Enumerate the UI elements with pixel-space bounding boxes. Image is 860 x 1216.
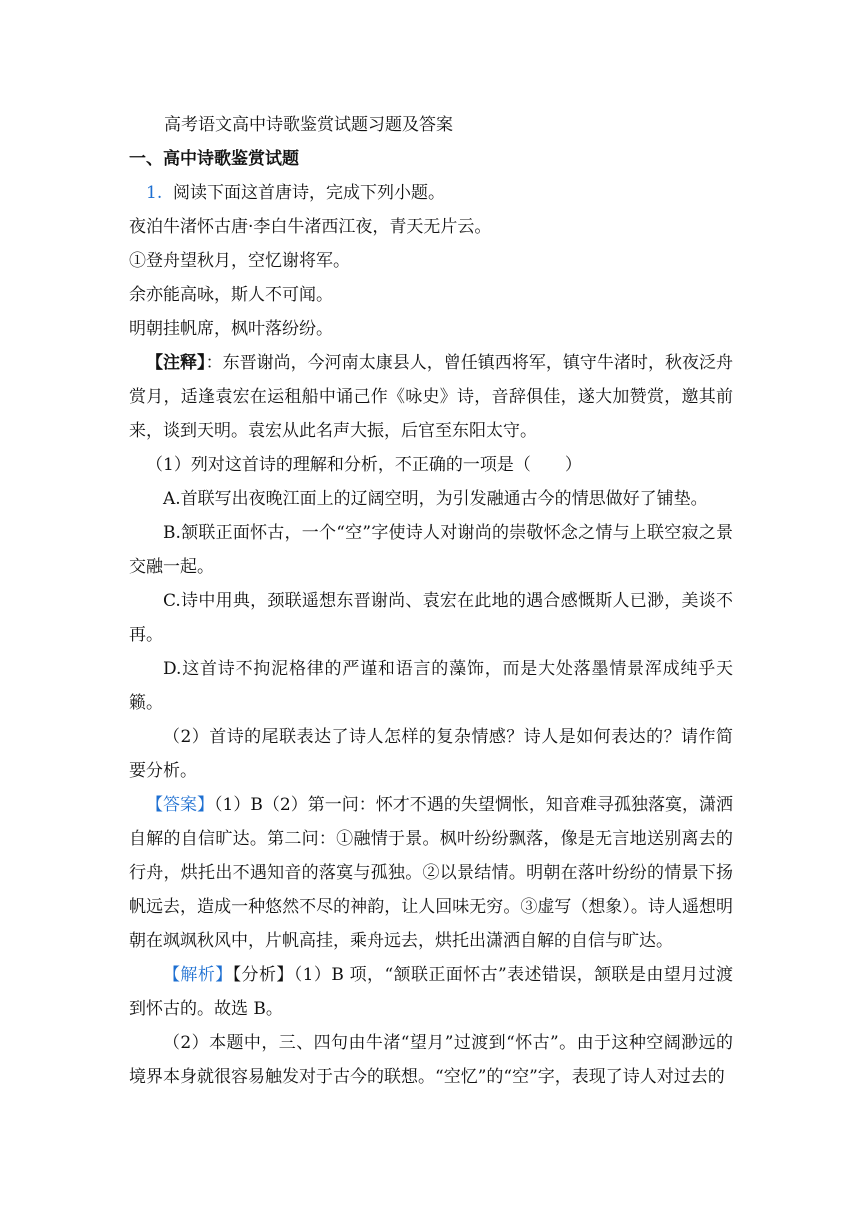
annotation [129,346,733,448]
analysis-label: 【解析】 [163,965,233,985]
poem-line: 夜泊牛渚怀古唐·李白牛渚西江夜，青天无片云。 [129,217,492,237]
option-a: A.首联写出夜晚江面上的辽阔空明，为引发融通古今的情思做好了铺垫。 [163,489,708,509]
answer-text: （1）B（2）第一问：怀才不遇的失望惆怅，知音难寻孤独落寞，潇洒自解的自信旷达。第二问：①融情于景。枫叶纷纷飘落，像是无言地送别离去的行舟，烘托出不遇知音的落寞与孤独。②以景结情。明朝在落叶纷纷的情景下扬帆远去，造成一种悠然不尽的神韵，让人回味无穷。③虚写（想象）。诗人遥想明朝在飒飒秋风中，片帆高挂，乘舟远去，烘托出潇洒自解的自信与旷达。 [129,795,734,951]
option-d: D.这首诗不拘泥格律的严谨和语言的藻饰，而是大处落墨情景浑成纯乎天籁。 [129,659,733,713]
option-c: C.诗中用典，颈联遥想东晋谢尚、袁宏在此地的遇合感慨斯人已渺，美谈不再。 [129,591,733,645]
analysis-paragraph-2: （2）本题中，三、四句由牛渚“望月”过渡到“怀古”。由于这种空阔渺远的境界本身就很容易触发对于古今的联想。“空忆”的“空”字，表现了诗人对过去的 [129,1033,733,1087]
option-b: B.颔联正面怀古，一个“空”字使诗人对谢尚的崇敬怀念之情与上联空寂之景交融一起。 [129,523,733,577]
subquestion-2: （2）首诗的尾联表达了诗人怎样的复杂情感？诗人是如何表达的？请作简要分析。 [129,727,733,781]
question-intro [129,176,733,210]
annotation-label: 【注释】 [146,353,206,373]
poem-line: 余亦能高咏，斯人不可闻。 [129,285,333,305]
annotation-text: ：东晋谢尚，今河南太康县人，曾任镇西将军，镇守牛渚时，秋夜泛舟赏月，适逢袁宏在运租船中诵己作《咏史》诗，音辞俱佳，遂大加赞赏，邀其前来，谈到天明。袁宏从此名声大振，后官至东阳太守。 [129,353,734,441]
poem-line: 明朝挂帆席，枫叶落纷纷。 [129,319,333,339]
answer-label: 【答案】 [146,795,215,815]
document-body [129,108,733,1094]
section-heading: 一、高中诗歌鉴赏试题 [129,149,299,169]
poem-line: ①登舟望秋月，空忆谢将军。 [129,251,350,271]
answer-paragraph [129,788,733,958]
question-intro-text: 阅读下面这首唐诗，完成下列小题。 [173,183,446,203]
question-number: 1. [146,183,163,203]
analysis-paragraph [129,958,733,1026]
analysis-text: 【分析】（1）B 项，“颔联正面怀古”表述错误，颔联是由望月过渡到怀古的。故选 B。 [129,965,734,1019]
subquestion-1: （1）列对这首诗的理解和分析，不正确的一项是（ ） [146,455,582,475]
document-title: 高考语文高中诗歌鉴赏试题习题及答案 [164,115,453,135]
